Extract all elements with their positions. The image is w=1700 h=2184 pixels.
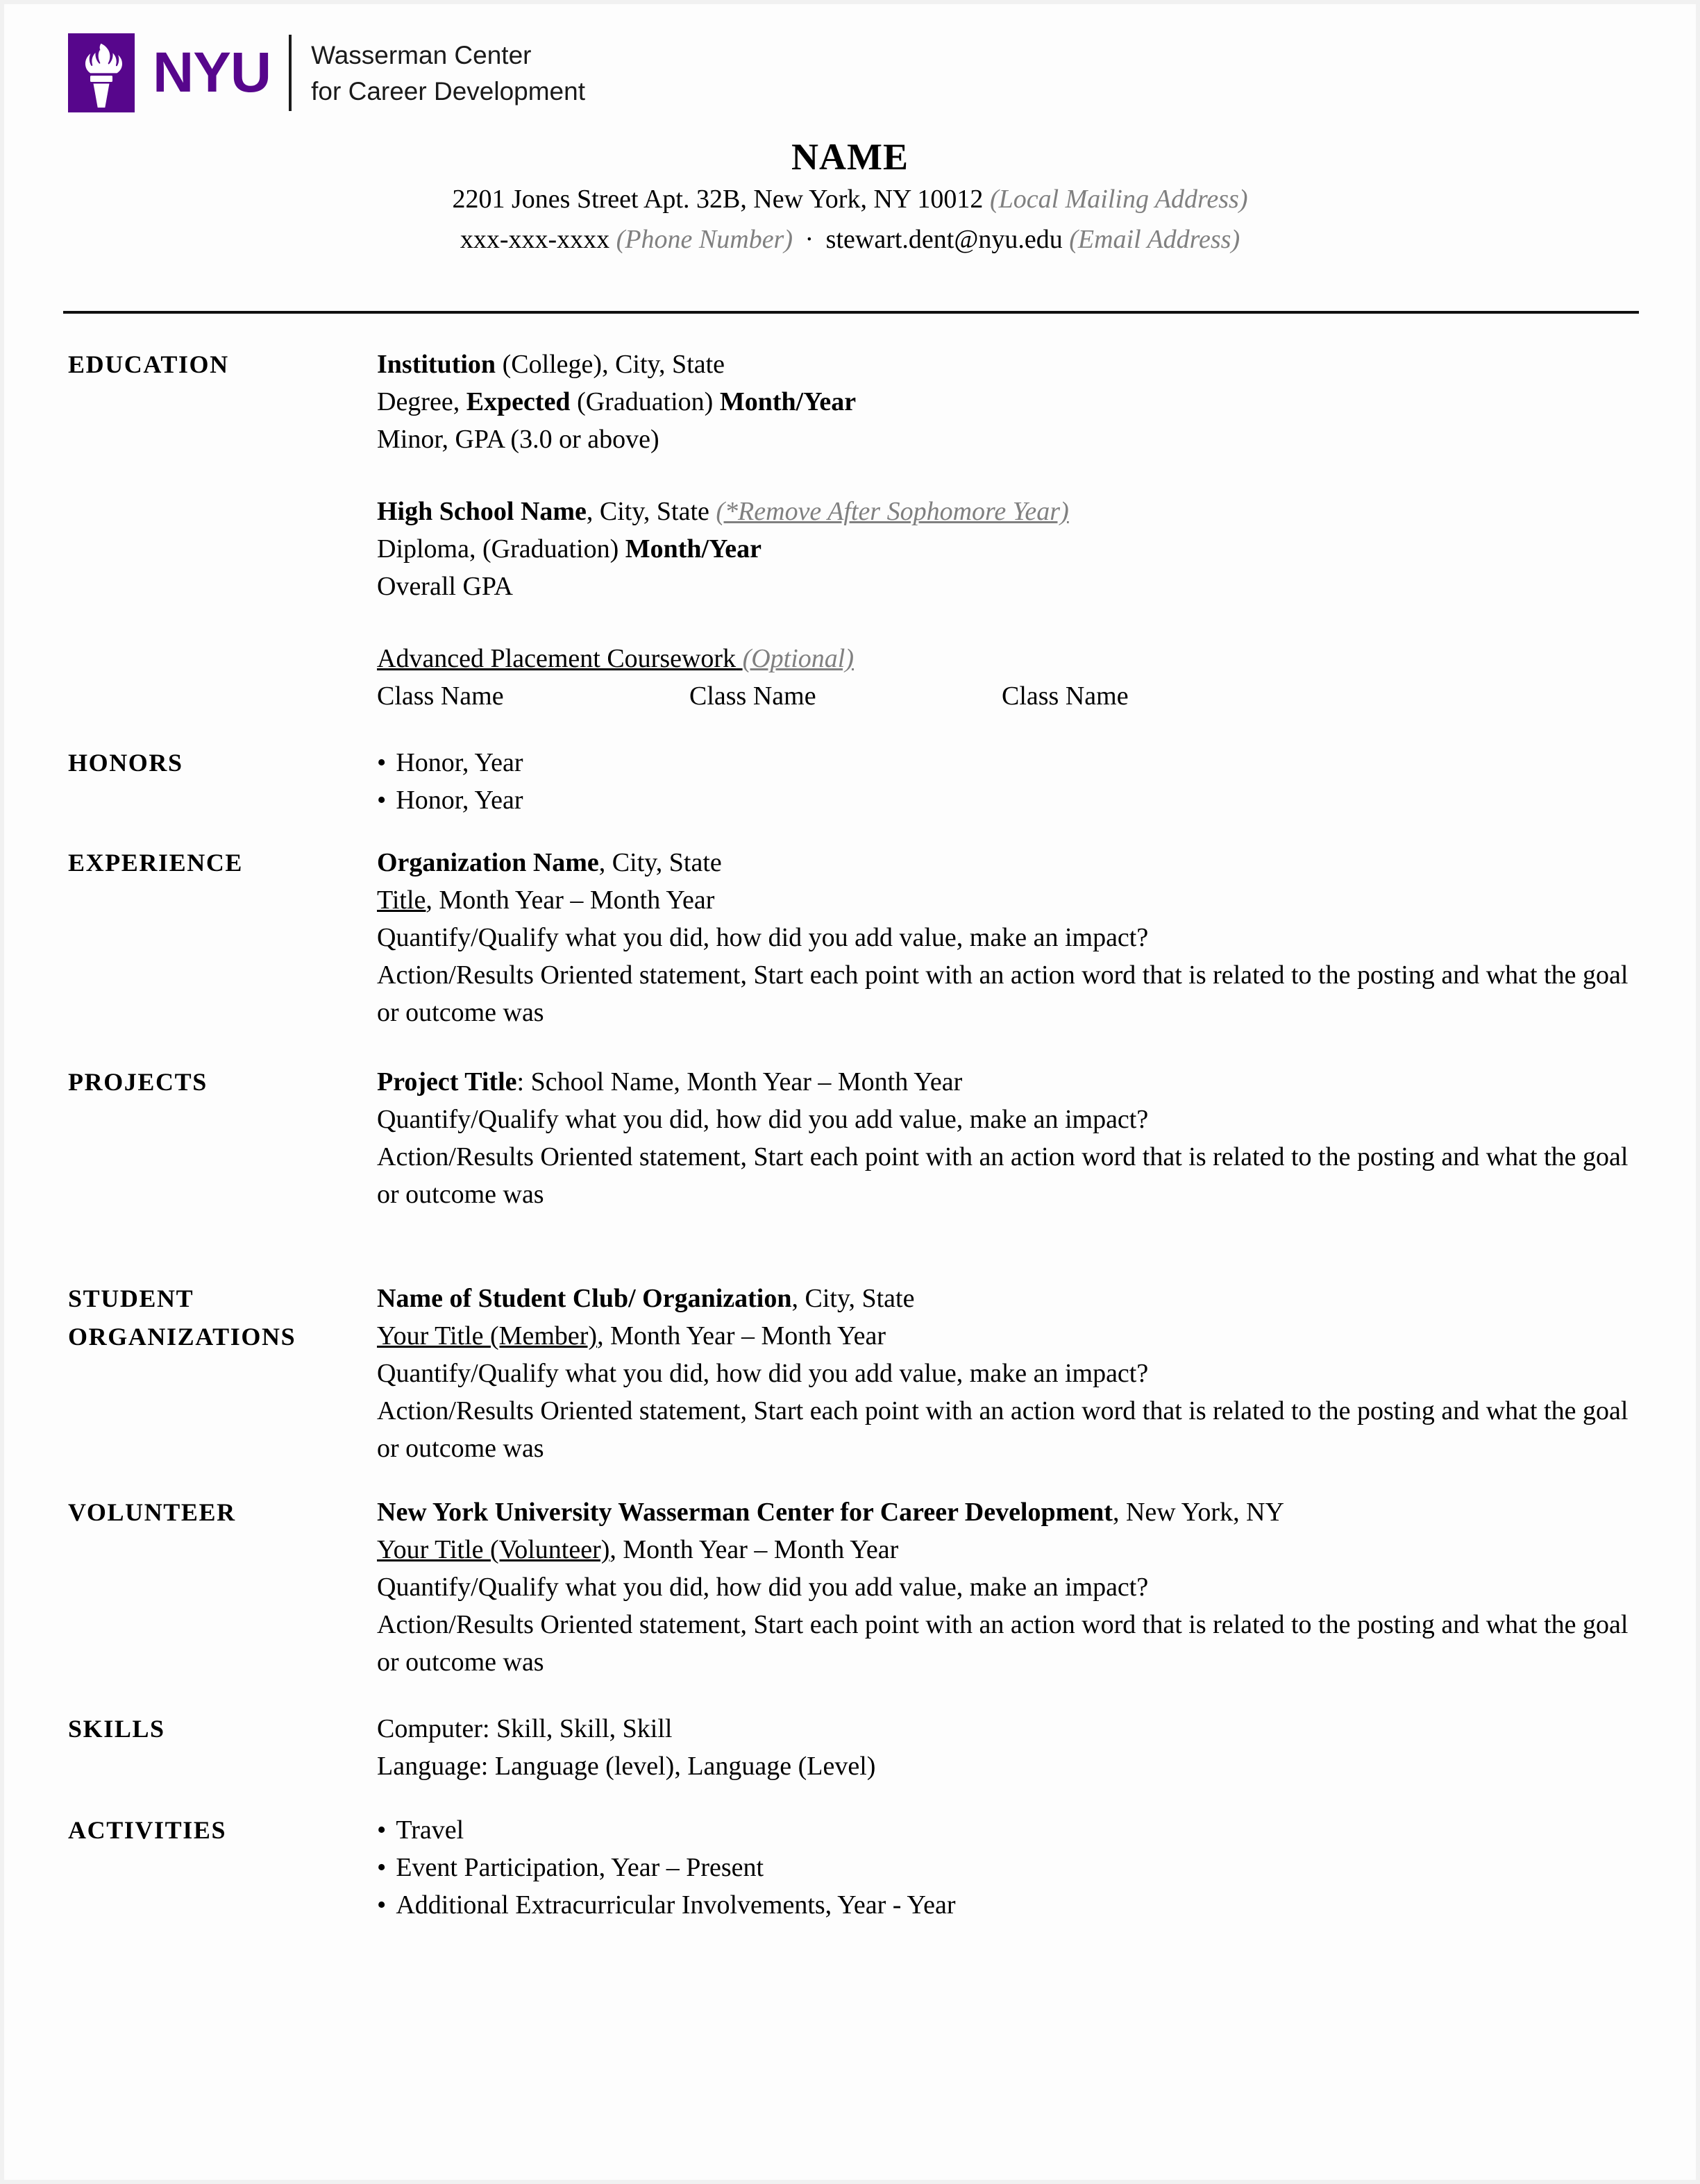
activity-text-1: Travel <box>396 1815 464 1845</box>
org-desc-2: Action/Results Oriented statement, Start each point with an action word that is related to the posting and what the goal or outcome was <box>377 1396 1629 1463</box>
highschool-bold: High School Name <box>377 497 587 526</box>
degree-month-year: Month/Year <box>719 387 857 416</box>
bullet-icon: • <box>377 1853 387 1882</box>
address-hint: (Local Mailing Address) <box>989 185 1248 214</box>
volunteer-desc-2: Action/Results Oriented statement, Start each point with an action word that is related to the posting and what the goal or outcome was <box>377 1610 1629 1677</box>
list-item <box>377 781 1632 819</box>
phone-email-line <box>68 219 1632 260</box>
bullet-icon: • <box>377 786 387 815</box>
contact-separator: · <box>805 225 814 254</box>
volunteer-org-line <box>377 1493 1632 1531</box>
project-title-line <box>377 1063 1632 1101</box>
org-title-rest: , Month Year – Month Year <box>597 1321 886 1351</box>
section-skills <box>68 1710 1632 1785</box>
experience-org-bold: Organization Name <box>377 848 599 877</box>
volunteer-desc-1: Quantify/Qualify what you did, how did you add value, make an impact? <box>377 1573 1149 1602</box>
section-honors <box>68 744 1632 819</box>
section-label-volunteer: VOLUNTEER <box>68 1498 236 1526</box>
section-label-skills: SKILLS <box>68 1715 165 1743</box>
section-projects <box>68 1063 1632 1213</box>
nyu-wordmark: NYU <box>153 41 271 104</box>
nyu-torch-icon <box>68 33 135 112</box>
section-volunteer <box>68 1493 1632 1681</box>
section-label-activities: ACTIVITIES <box>68 1816 227 1844</box>
project-desc-2: Action/Results Oriented statement, Start each point with an action word that is related to the posting and what the goal or outcome was <box>377 1142 1629 1209</box>
resume-body <box>68 346 1632 1924</box>
list-item <box>377 1886 1632 1924</box>
list-item <box>377 1849 1632 1886</box>
spacer <box>68 1785 1632 1811</box>
education-highschool-name <box>377 493 1632 530</box>
section-content-volunteer <box>377 1493 1632 1681</box>
experience-org-rest: , City, State <box>598 848 722 877</box>
org-name-rest: , City, State <box>791 1284 915 1313</box>
logo-subtitle <box>292 33 585 112</box>
section-education <box>68 346 1632 715</box>
institution-rest: (College), City, State <box>496 350 725 379</box>
activity-text-3: Additional Extracurricular Involvements, Year - Year <box>396 1890 956 1920</box>
spacer <box>68 715 1632 744</box>
org-title-line <box>377 1317 1632 1355</box>
honor-text-2: Honor, Year <box>396 786 523 815</box>
section-content-activities <box>377 1811 1632 1924</box>
list-item <box>377 1811 1632 1849</box>
class-name-2: Class Name <box>689 682 816 711</box>
bullet-icon: • <box>377 1890 387 1920</box>
section-label-projects: PROJECTS <box>68 1068 208 1096</box>
coursework-heading-hint: (Optional) <box>742 644 855 673</box>
spacer <box>377 605 1632 640</box>
section-content-skills <box>377 1710 1632 1785</box>
experience-org <box>377 844 1632 881</box>
volunteer-org-bold: New York University Wasserman Center for Career Development <box>377 1498 1113 1527</box>
spacer <box>68 1681 1632 1710</box>
section-label-student-organizations <box>68 1280 377 1356</box>
header-divider <box>63 311 1639 314</box>
org-name-line <box>377 1280 1632 1317</box>
phone-hint: (Phone Number) <box>616 225 793 254</box>
section-label-line2: ORGANIZATIONS <box>68 1323 296 1351</box>
degree-pre: Degree, <box>377 387 466 416</box>
bullet-icon: • <box>377 1815 387 1845</box>
skills-language: Language: Language (level), Language (Level) <box>377 1752 876 1781</box>
project-title-rest: : School Name, Month Year – Month Year <box>516 1067 963 1097</box>
coursework-heading <box>377 640 1632 677</box>
spacer <box>68 1031 1632 1063</box>
experience-desc-2: Action/Results Oriented statement, Start each point with an action word that is related to the posting and what the goal or outcome was <box>377 960 1629 1027</box>
coursework-heading-text: Advanced Placement Coursework <box>377 644 737 673</box>
project-desc-1: Quantify/Qualify what you did, how did you add value, make an impact? <box>377 1105 1149 1134</box>
volunteer-title-line <box>377 1531 1632 1568</box>
spacer <box>68 1467 1632 1493</box>
highschool-hint: (*Remove After Sophomore Year) <box>716 497 1069 526</box>
section-label-education: EDUCATION <box>68 350 229 378</box>
experience-title-rest: , Month Year – Month Year <box>426 886 715 915</box>
section-content-education <box>377 346 1632 715</box>
address-line <box>68 179 1632 219</box>
address-text: 2201 Jones Street Apt. 32B, New York, NY 10012 <box>452 185 984 214</box>
degree-mid: (Graduation) <box>570 387 720 416</box>
degree-expected: Expected <box>466 387 571 416</box>
diploma-month-year: Month/Year <box>625 534 762 564</box>
section-content-honors <box>377 744 1632 819</box>
project-title-bold: Project Title <box>377 1067 517 1097</box>
phone-text: xxx-xxx-xxxx <box>460 225 610 254</box>
honor-text-1: Honor, Year <box>396 748 523 777</box>
org-desc-1: Quantify/Qualify what you did, how did you add value, make an impact? <box>377 1359 1149 1388</box>
class-name-1: Class Name <box>377 682 504 711</box>
section-label-line1: STUDENT <box>68 1285 194 1312</box>
volunteer-title-rest: , Month Year – Month Year <box>609 1535 899 1564</box>
activity-text-2: Event Participation, Year – Present <box>396 1853 764 1882</box>
section-content-experience <box>377 844 1632 1031</box>
coursework-class-row <box>377 677 1632 715</box>
page-title: NAME <box>791 136 909 178</box>
section-content-student-organizations <box>377 1280 1632 1467</box>
spacer <box>68 819 1632 844</box>
bullet-icon: • <box>377 748 387 777</box>
email-text: stewart.dent@nyu.edu <box>825 225 1063 254</box>
section-label-honors: HONORS <box>68 749 183 777</box>
volunteer-org-rest: , New York, NY <box>1112 1498 1284 1527</box>
diploma-pre: Diploma, (Graduation) <box>377 534 625 564</box>
section-student-organizations <box>68 1280 1632 1467</box>
nyu-wasserman-logo <box>68 33 585 112</box>
org-title-underlined: Your Title (Member) <box>377 1321 598 1351</box>
spacer <box>68 1213 1632 1280</box>
class-name-3: Class Name <box>1002 682 1129 711</box>
logo-subtitle-line2: for Career Development <box>311 77 585 105</box>
institution-bold: Institution <box>377 350 496 379</box>
section-activities <box>68 1811 1632 1924</box>
education-degree <box>377 383 1632 421</box>
org-name-bold: Name of Student Club/ Organization <box>377 1284 792 1313</box>
highschool-rest: , City, State <box>586 497 716 526</box>
education-diploma <box>377 530 1632 568</box>
spacer <box>377 458 1632 493</box>
education-college-name <box>377 346 1632 383</box>
list-item <box>377 744 1632 781</box>
section-experience <box>68 844 1632 1031</box>
skills-computer: Computer: Skill, Skill, Skill <box>377 1714 673 1743</box>
contact-header <box>68 135 1632 260</box>
experience-title-underlined: Title <box>377 886 426 915</box>
experience-desc-1: Quantify/Qualify what you did, how did you add value, make an impact? <box>377 923 1149 952</box>
education-minor-gpa: Minor, GPA (3.0 or above) <box>377 425 659 454</box>
volunteer-title-underlined: Your Title (Volunteer) <box>377 1535 610 1564</box>
education-overall-gpa: Overall GPA <box>377 572 513 601</box>
section-content-projects <box>377 1063 1632 1213</box>
logo-subtitle-line1: Wasserman Center <box>311 41 532 69</box>
experience-title <box>377 881 1632 919</box>
email-hint: (Email Address) <box>1069 225 1240 254</box>
section-label-experience: EXPERIENCE <box>68 849 244 877</box>
